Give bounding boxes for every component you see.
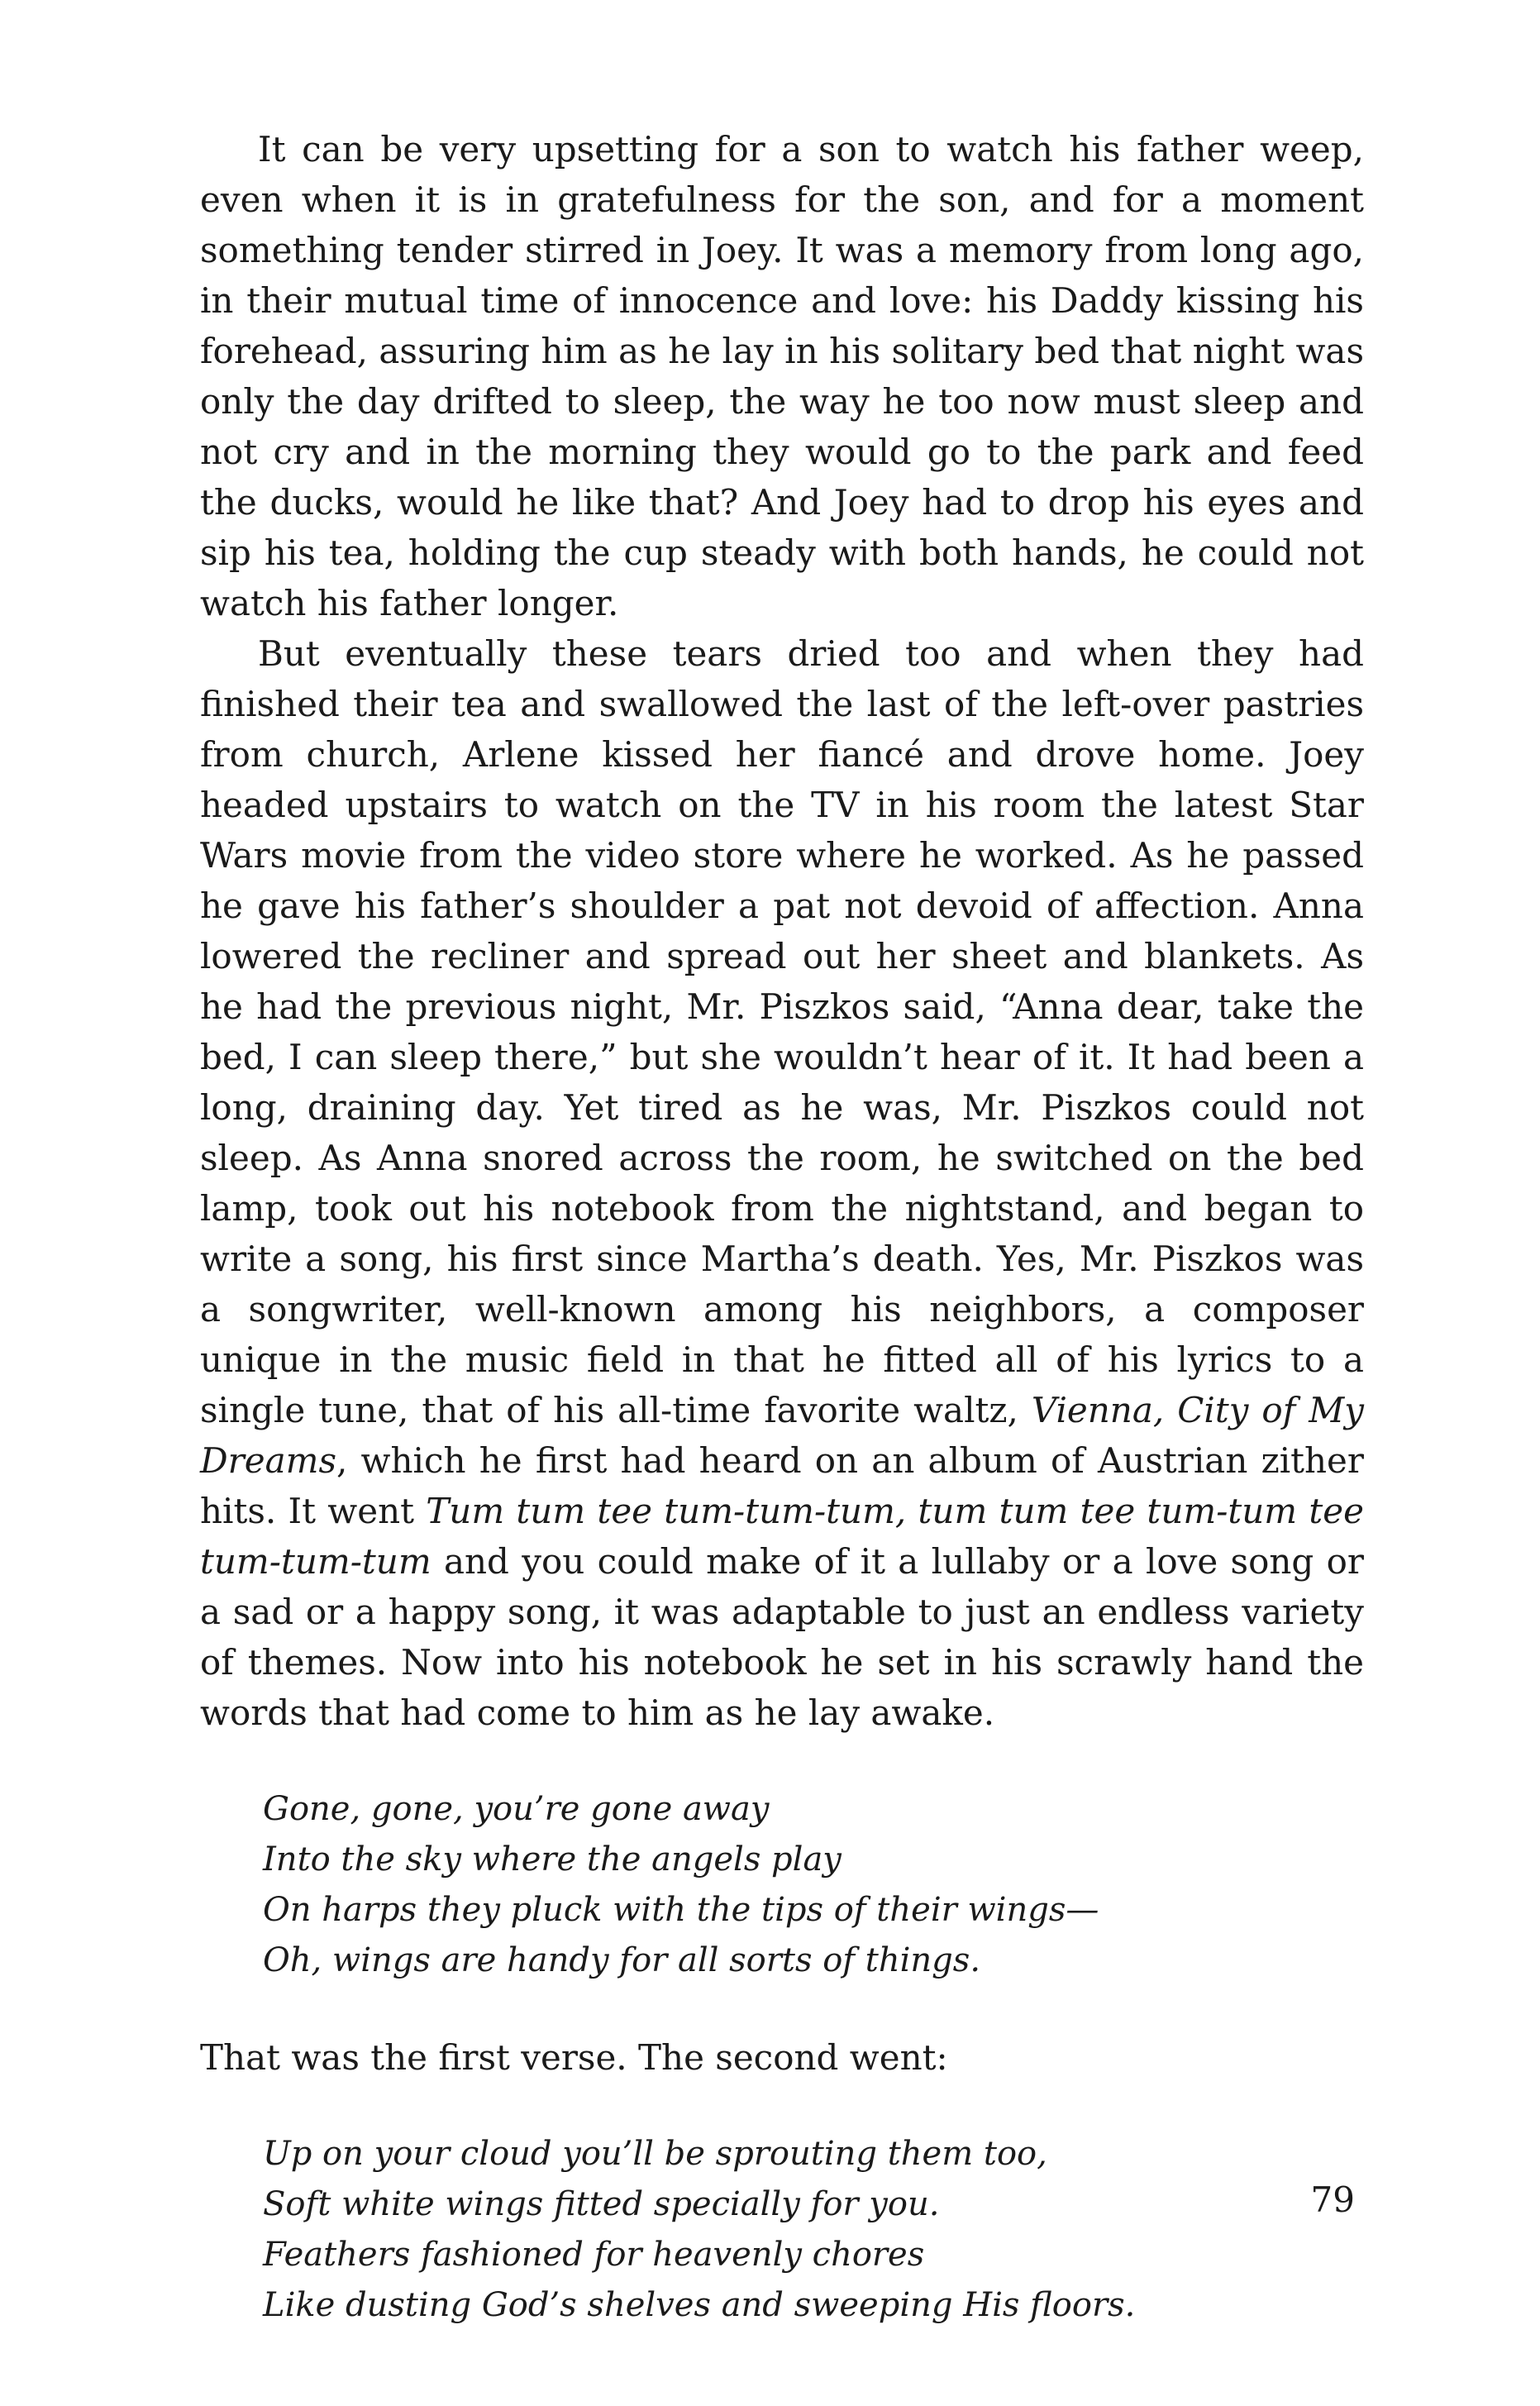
interlude-line: That was the first verse. The second went: [200, 2037, 948, 2078]
verse-2-line: Soft white wings fitted specially for you. [263, 2185, 940, 2223]
paragraph-2-middle: , which he first had heard on an album of Austrian zither hits. It went [200, 1440, 1364, 1531]
paragraph-2-start: But eventually these tears dried too and when they had finished their tea and swallowed the last of the left-over pastries from church, Arlene kissed her fiancé and drove home. Joey headed upstairs to watch on the TV in his room the latest Star Wars movie from the video store where he worked. As he passed he gave his father’s shoulder a pat not devoid of affection. Anna lowered the recliner and spread out her sheet and blankets. As he had the previous night, Mr. Piszkos said, “Anna dear, take the bed, I can sleep there,” but she wouldn’t hear of it. It had been a long, draining day. Yet tired as he was, Mr. Piszkos could not sleep. As Anna snored across the room, he switched on the bed lamp, took out his notebook from the nightstand, and began to write a song, his first since Martha’s death. Yes, Mr. Piszkos was a songwriter, well-known among his neighbors, a composer unique in the music field in that he fitted all of his lyrics to a single tune, that of his all-time favorite waltz, [200, 633, 1364, 1430]
body-text [200, 124, 1364, 2377]
verse-2 [263, 2129, 1364, 2331]
paragraph-2-end: and you could make of it a lullaby or a love song or a sad or a happy song, it was adaptable to just an endless variety of themes. Now into his notebook he set in his scrawly hand the words that had come to him as he lay awake. [200, 1541, 1364, 1733]
page-number: 79 [1310, 2179, 1355, 2220]
paragraph-2 [200, 628, 1364, 1738]
verse-2-line: Like dusting God’s shelves and sweeping His floors. [263, 2286, 1136, 2324]
verse-1 [263, 1784, 1364, 1986]
tune-phrase: Tum tum tee tum-tum-tum, tum tum tee tum-tum tee tum-tum-tum [200, 1491, 1364, 1582]
verse-1-line: Into the sky where the angels play [263, 1840, 842, 1878]
verse-1-line: Oh, wings are handy for all sorts of things. [263, 1941, 981, 1979]
verse-1-line: Gone, gone, you’re gone away [263, 1790, 770, 1828]
verse-2-line: Up on your cloud you’ll be sprouting them too, [263, 2135, 1047, 2173]
song-title: Vienna, City of My Dreams [200, 1390, 1364, 1481]
verse-1-line: On harps they pluck with the tips of their wings— [263, 1891, 1099, 1929]
verse-2-line: Feathers fashioned for heavenly chores [263, 2236, 925, 2274]
paragraph-1: It can be very upsetting for a son to watch his father weep, even when it is in gratefulness for the son, and for a moment something tender stirred in Joey. It was a memory from long ago, in their mutual time of innocence and love: his Daddy kissing his forehead, assuring him as he lay in his solitary bed that night was only the day drifted to sleep, the way he too now must sleep and not cry and in the morning they would go to the park and feed the ducks, would he like that? And Joey had to drop his eyes and sip his tea, holding the cup steady with both hands, he could not watch his father longer. [200, 129, 1364, 623]
